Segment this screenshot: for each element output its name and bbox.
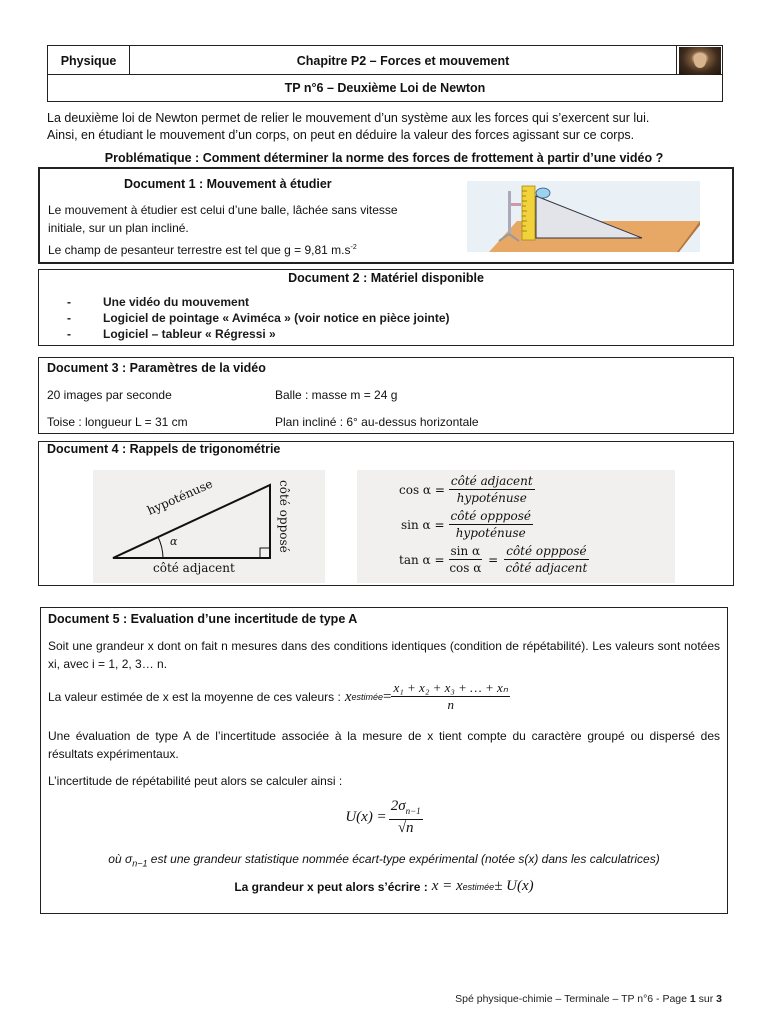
newton-portrait-icon — [679, 47, 721, 75]
doc5-sigma-note: où $\sigma_{n-1}$ est une grandeur statistique nommée écart-type expérimental (notée s(x) dans les calculatrices) — [108, 852, 660, 869]
document-3-box — [38, 357, 734, 434]
portrait-cell — [677, 46, 722, 75]
document-4-title: Document 4 : Rappels de trigonométrie — [47, 442, 281, 456]
param-angle: Plan incliné : 6° au-dessus horizontale — [275, 415, 479, 429]
intro-line-2: Ainsi, en étudiant le mouvement d’un corps, on peut en déduire la valeur des forces agissant sur ce corps. — [47, 128, 635, 142]
page-footer: Spé physique-chimie – Terminale – TP n°6 - Page 1 sur 3 — [455, 993, 722, 1005]
list-item: - Une vidéo du mouvement — [67, 295, 250, 309]
param-fps: 20 images par seconde — [47, 388, 172, 402]
doc5-paragraph-3: Une évaluation de type A de l’incertitude associée à la mesure de x tient compte du caractère groupé ou dispersé des résultats expérimentaux. — [48, 729, 720, 761]
document-2-title: Document 2 : Matériel disponible — [288, 271, 484, 285]
document-1-box — [38, 167, 734, 264]
intro-line-1: La deuxième loi de Newton permet de relier le mouvement d’un système aux les forces qui s’exercent sur lui. — [47, 111, 650, 125]
opposite-label: côté opposé — [277, 480, 291, 553]
inclined-plane-illustration — [467, 181, 700, 252]
list-item: - Logiciel – tableur « Régressi » — [67, 327, 276, 341]
document-1-gravity: Le champ de pesanteur terrestre est tel que g = 9,81 $m.s^{-2}$ — [48, 243, 357, 257]
doc5-uncertainty-formula: U(x) = $\frac{2\sigma_{n-1}}{√n}$ — [345, 798, 421, 836]
document-1-text: Le mouvement à étudier est celui d’une balle, lâchée sans vitesse initiale, sur un plan incliné. — [48, 203, 398, 235]
trig-formulas — [357, 470, 675, 583]
document-5-title: Document 5 : Evaluation d’une incertitude de type A — [48, 612, 358, 626]
chapter-title: Chapitre P2 – Forces et mouvement — [130, 46, 677, 75]
document-4-box — [38, 441, 734, 586]
total-pages: 3 — [716, 993, 722, 1005]
document-5-box — [40, 607, 728, 914]
adjacent-label: côté adjacent — [153, 561, 235, 575]
problematique: Problématique : Comment déterminer la norme des forces de frottement à partir d’une vidéo ? — [104, 151, 664, 165]
doc5-paragraph-4: L’incertitude de répétabilité peut alors se calculer ainsi : — [48, 774, 343, 788]
materiel-list — [67, 294, 450, 342]
cos-formula: cos α = $\frac{\text{côté adjacent}}{\text{hypoténuse}}$ — [399, 474, 533, 505]
tp-title: TP n°6 – Deuxième Loi de Newton — [284, 81, 486, 95]
angle-label: α — [170, 535, 178, 548]
doc5-paragraph-1: Soit une grandeur x dont on fait n mesures dans des conditions identiques (condition de répétabilité). Les valeurs sont notées xi, avec i = 1, 2, 3… n. — [48, 639, 720, 671]
doc5-final-expression: La grandeur x peut alors s’écrire : x = x estimée ± U(x) — [234, 878, 534, 894]
document-2-box — [38, 269, 734, 346]
document-1-title: Document 1 : Mouvement à étudier — [124, 177, 332, 191]
param-mass: Balle : masse m = 24 g — [275, 388, 398, 402]
right-triangle-diagram — [93, 470, 325, 583]
hypotenuse-label: hypoténuse — [145, 476, 215, 518]
intro-text — [47, 110, 727, 144]
subject-cell: Physique — [48, 46, 130, 75]
sin-formula: sin α = $\frac{\text{côté oppposé}}{\text{hypoténuse}}$ — [401, 509, 531, 540]
doc5-mean-formula: La valeur estimée de x est la moyenne de ces valeurs : x estimée = $\frac{\text{x₁ + x₂ + x₃ + … + xₙ}}{n}$ — [48, 680, 508, 712]
tan-formula: tan α = $\frac{\text{sin α}}{\text{cos α}}$ = $\frac{\text{côté oppposé}}{\text{côté adjacent}}$ — [399, 544, 588, 575]
list-item: - Logiciel de pointage « Aviméca » (voir notice en pièce jointe) — [67, 311, 450, 325]
param-length: Toise : longueur L = 31 cm — [47, 415, 188, 429]
header-table — [47, 45, 723, 102]
current-page: 1 — [689, 993, 696, 1005]
document-3-title: Document 3 : Paramètres de la vidéo — [47, 361, 266, 375]
